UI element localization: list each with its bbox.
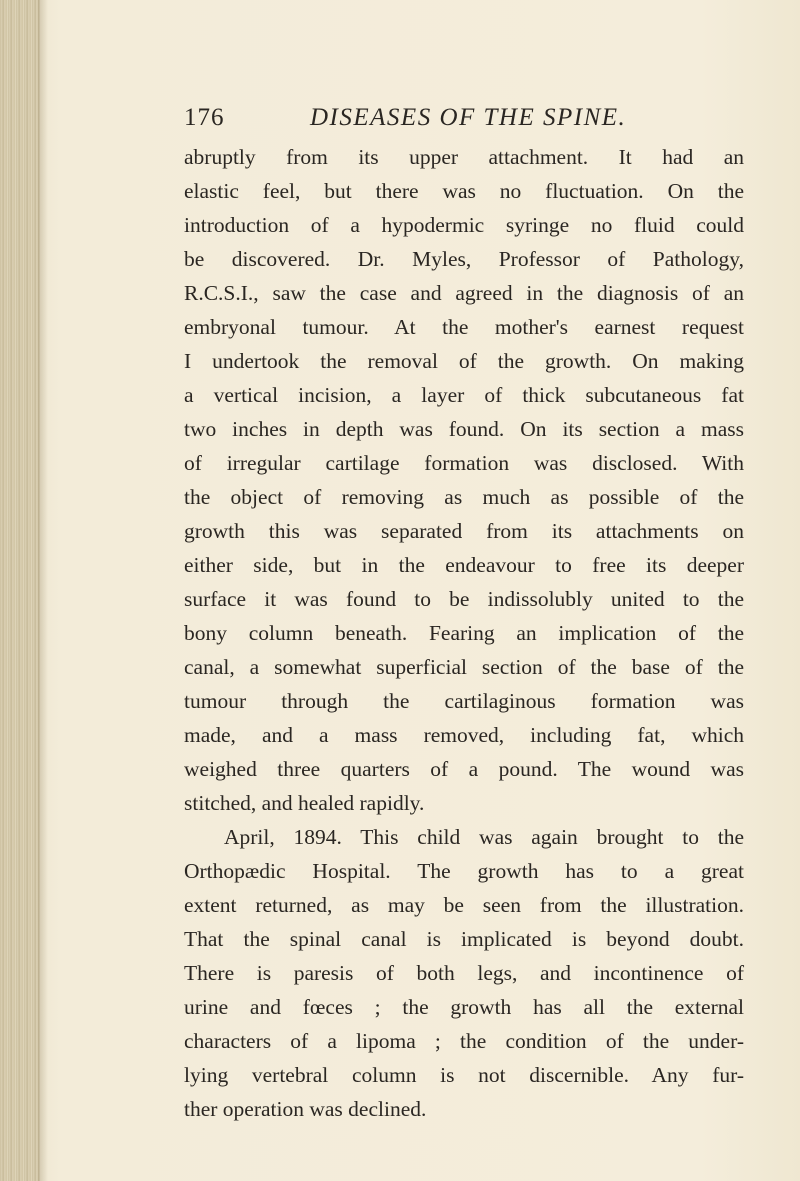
text-line: characters of a lipoma ; the condition of the under- [184,1029,744,1053]
text-line: extent returned, as may be seen from the illustration. [184,893,744,917]
binding-shadow [38,0,48,1181]
text-line: tumour through the cartilaginous formation was [184,689,744,713]
text-line: two inches in depth was found. On its section a mass [184,417,744,441]
text-line: either side, but in the endeavour to free its deeper [184,553,744,577]
text-line: lying vertebral column is not discernible. Any fur- [184,1063,744,1087]
text-line: stitched, and healed rapidly. [184,791,425,815]
text-line: a vertical incision, a layer of thick subcutaneous fat [184,383,744,407]
text-line: ther operation was declined. [184,1097,427,1121]
text-line: surface it was found to be indissolubly united to the [184,587,744,611]
text-line: I undertook the removal of the growth. On making [184,349,744,373]
page-binding-edge [0,0,40,1181]
text-line: urine and fœces ; the growth has all the external [184,995,744,1019]
text-line: of irregular cartilage formation was disclosed. With [184,451,744,475]
text-line: April, 1894. This child was again brought to the [224,825,744,849]
running-title: DISEASES OF THE SPINE. [310,104,627,131]
text-line: growth this was separated from its attachments on [184,519,744,543]
text-line: bony column beneath. Fearing an implication of the [184,621,744,645]
text-line: be discovered. Dr. Myles, Professor of Pathology, [184,247,744,271]
text-line: weighed three quarters of a pound. The wound was [184,757,744,781]
text-line: canal, a somewhat superficial section of the base of the [184,655,744,679]
text-line: embryonal tumour. At the mother's earnest request [184,315,744,339]
text-line: R.C.S.I., saw the case and agreed in the diagnosis of an [184,281,744,305]
page-header [184,104,744,140]
text-line: elastic feel, but there was no fluctuation. On the [184,179,744,203]
text-line: Orthopædic Hospital. The growth has to a great [184,859,744,883]
text-line: introduction of a hypodermic syringe no fluid could [184,213,744,237]
text-line: That the spinal canal is implicated is beyond doubt. [184,927,744,951]
text-line: made, and a mass removed, including fat, which [184,723,744,747]
text-line: the object of removing as much as possible of the [184,485,744,509]
text-line: There is paresis of both legs, and incontinence of [184,961,744,985]
page-number: 176 [184,104,225,131]
body-text [184,140,744,1126]
text-line: abruptly from its upper attachment. It had an [184,145,744,169]
